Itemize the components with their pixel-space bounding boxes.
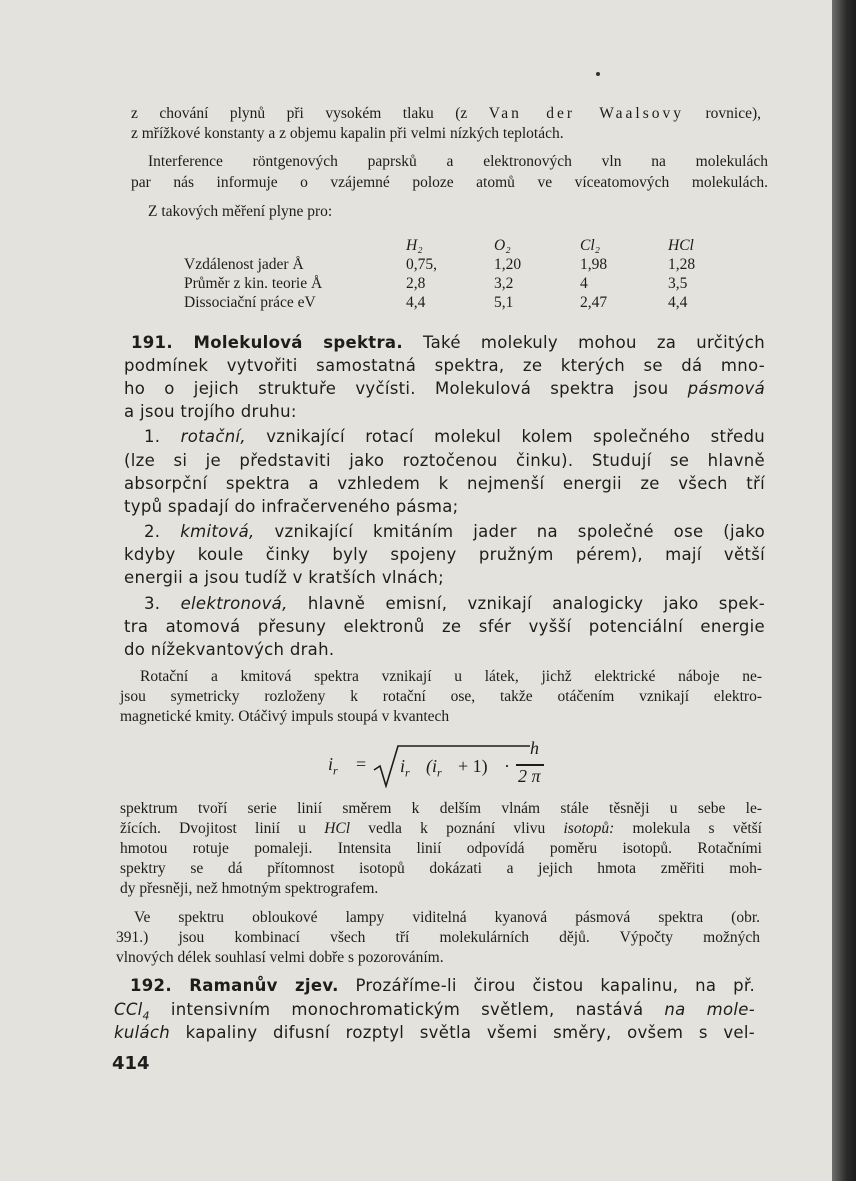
section-191-heading: 191. Molekulová spektra. bbox=[131, 333, 403, 352]
item-2-line-1: 2. kmitová, vznikající kmitáním jader na společné ose (jako bbox=[144, 522, 766, 541]
impulse-formula: $i_r$ = $i_r$ ($i_r$ + 1) · h 2 π bbox=[320, 742, 580, 792]
rotational-para-line-2: jsou symetricky rozloženy k rotační ose, takže otáčením vznikají elektro- bbox=[120, 688, 762, 705]
section-191-line-2: podmínek vytvořiti samostatná spektra, ze kterých se dá mno- bbox=[124, 356, 765, 375]
section-192-line-3: kulách kapaliny difusní rozptyl světla všemi směry, ovšem s vel- bbox=[114, 1023, 755, 1042]
table-row: Průměr z kin. teorie Å 2,8 3,2 4 3,5 bbox=[184, 274, 688, 292]
spectrum-para-line-5: dy přesněji, než hmotným spektrografem. bbox=[120, 880, 379, 897]
speck-mark bbox=[596, 72, 600, 76]
spectrum-para-line-2: žících. Dvojitost linií u HCl vedla k poznání vlivu isotopů: molekula s větší bbox=[120, 820, 762, 837]
book-edge bbox=[832, 0, 856, 1181]
interference-line-2: par nás informuje o vzájemné poloze atomů ve víceatomových molekulách. bbox=[131, 174, 768, 191]
item-1-line-3: absorpční spektra a vzhledem k nejmenší energii ze všech tří bbox=[124, 474, 765, 493]
column-cl2: Cl₂ bbox=[580, 236, 601, 254]
item-2-line-3: energii a jsou tudíž v kratších vlnách; bbox=[124, 568, 444, 587]
column-o2: O₂ bbox=[494, 236, 511, 254]
table-header-row bbox=[184, 236, 695, 255]
interference-line-1: Interference röntgenových paprsků a elektronových vln na molekulách bbox=[148, 153, 768, 170]
section-191-line-3: ho o jejich struktuře vyčísti. Molekulová spektra jsou pásmová bbox=[124, 379, 765, 398]
section-192-line-1: 192. Ramanův zjev. Prozáříme-li čirou čistou kapalinu, na př. bbox=[130, 976, 755, 995]
section-192-line-2: CCl$_4$ intensivním monochromatickým světlem, nastává na mole- bbox=[114, 1000, 755, 1023]
intro-line-2: z mřížkové konstanty a z objemu kapalin při velmi nízkých teplotách. bbox=[131, 125, 564, 142]
item-3-line-1: 3. elektronová, hlavně emisní, vznikají analogicky jako spek- bbox=[144, 594, 765, 613]
item-1-line-1: 1. rotační, vznikající rotací molekul kolem společného středu bbox=[144, 427, 765, 446]
item-1-line-2: (lze si je představiti jako roztočenou činku). Studují se hlavně bbox=[124, 451, 765, 470]
section-191-line-1: 191. Molekulová spektra. Také molekuly mohou za určitých bbox=[131, 333, 765, 352]
intro-line-1: z chování plynů při vysokém tlaku (z Van der Waalsovy rovnice), bbox=[131, 105, 761, 122]
table-row: Dissociační práce eV 4,4 5,1 2,47 4,4 bbox=[184, 293, 688, 311]
item-3-line-3: do nížekvantových drah. bbox=[124, 640, 335, 659]
item-2-line-2: kdyby koule činky byly spojeny pružným pérem), mají větší bbox=[124, 545, 765, 564]
spectrum-para-line-3: hmotou rotuje pomaleji. Intensita linií odpovídá poměru isotopů. Rotačními bbox=[120, 840, 762, 857]
section-191-line-4: a jsou trojího druhu: bbox=[124, 402, 297, 421]
spectrum-para-line-1: spektrum tvoří serie linií směrem k delším vlnám stále těsněji u sebe le- bbox=[120, 800, 762, 817]
column-h2: H₂ bbox=[406, 236, 423, 254]
rotational-para-line-1: Rotační a kmitová spektra vznikají u látek, jichž elektrické náboje ne- bbox=[140, 668, 762, 685]
item-3-line-2: tra atomová přesuny elektronů ze sfér vyšší potenciální energie bbox=[124, 617, 765, 636]
arc-lamp-para-line-1: Ve spektru obloukové lampy viditelná kyanová pásmová spektra (obr. bbox=[134, 909, 760, 926]
measurements-intro: Z takových měření plyne pro: bbox=[148, 203, 333, 220]
table-row: Vzdálenost jader Å 0,75, 1,20 1,98 1,28 bbox=[184, 255, 696, 273]
column-hcl: HCl bbox=[668, 236, 694, 254]
arc-lamp-para-line-2: 391.) jsou kombinací všech tří molekulárních dějů. Výpočty možných bbox=[116, 929, 760, 946]
page-number: 414 bbox=[112, 1053, 150, 1074]
spectrum-para-line-4: spektry se dá přítomnost isotopů dokázati a jejich hmota změřiti moh- bbox=[120, 860, 762, 877]
item-1-line-4: typů spadají do infračerveného pásma; bbox=[124, 497, 459, 516]
rotational-para-line-3: magnetické kmity. Otáčivý impuls stoupá v kvantech bbox=[120, 708, 450, 725]
arc-lamp-para-line-3: vlnových délek souhlasí velmi dobře s pozorováním. bbox=[116, 949, 444, 966]
molecule-properties-table bbox=[184, 236, 695, 312]
section-192-heading: 192. Ramanův zjev. bbox=[130, 976, 339, 995]
